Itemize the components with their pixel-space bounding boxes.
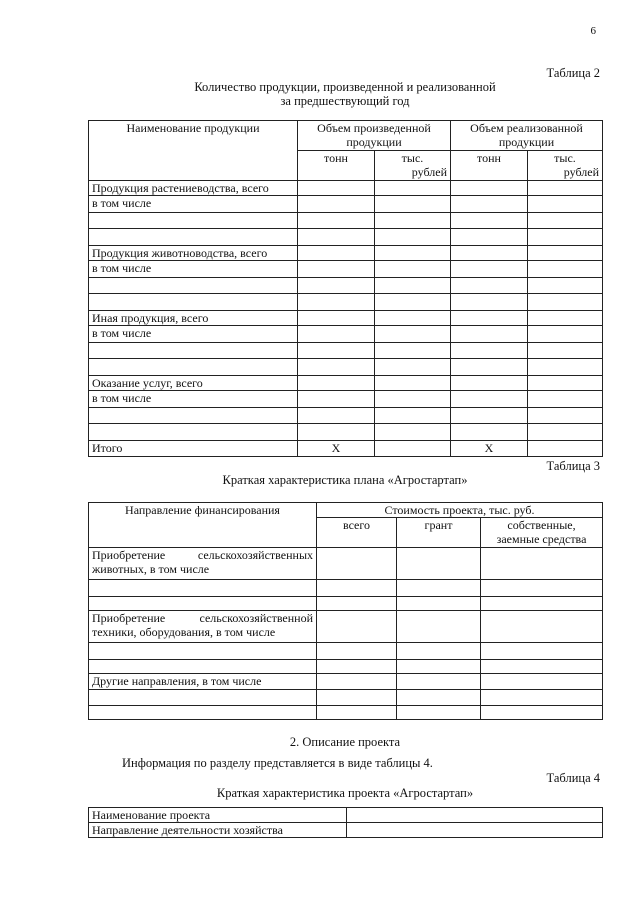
table-row [89,343,603,359]
table-2-header-sold-l1: Объем реализованной [470,121,583,135]
section-2-paragraph: Информация по разделу представляется в виде таблицы 4. [122,756,433,770]
table-cell [528,424,603,441]
table-3-row-label [89,674,317,690]
table-2-row-label: в том числе [89,196,298,213]
table-2-row-label: в том числе [89,326,298,343]
table-2-row-label [89,213,298,229]
table-row [89,213,603,229]
table-cell [298,408,375,424]
table-2-header-produced-rub-l1: тыс. [401,151,424,165]
table-row [89,376,603,391]
table-3-caption: Краткая характеристика плана «Агростартап» [222,473,468,487]
table-3-row-label [89,643,317,660]
table-2-row-label: в том числе [89,261,298,278]
table-cell [451,278,528,294]
table-cell [375,441,451,457]
table-cell [451,181,528,196]
table-cell [375,376,451,391]
table-row [89,674,603,690]
table-2-header-sold-rub-l1: тыс. [554,151,576,165]
table-cell [317,580,397,597]
table-2-total-row [89,441,603,457]
table-cell [397,643,481,660]
table-2-row-label [89,294,298,311]
table-3-row-label [89,660,317,674]
table-3-row-label-line-2: техники, оборудования, в том числе [92,625,276,639]
table-row [89,611,603,643]
table-row [89,261,603,278]
table-2-row-label: Иная продукция, всего [89,311,298,326]
section-2-title: 2. Описание проекта [289,735,401,749]
table-cell [397,597,481,611]
table-row [89,597,603,611]
table-2-label: Таблица 2 [546,66,600,80]
table-cell [298,278,375,294]
table-row [89,246,603,261]
table-cell [375,408,451,424]
table-2-row-label: Продукция животноводства, всего [89,246,298,261]
table-cell [481,611,603,643]
table-2-row-label [89,278,298,294]
table-cell [528,376,603,391]
table-row [89,278,603,294]
table-3-row-label [89,580,317,597]
table-2-row-label [89,359,298,376]
table-3-row-label-line-1: Приобретение сельскохозяйственной [92,611,313,625]
table-2 [88,120,603,457]
table-2-row-label [89,424,298,441]
table-cell [451,229,528,246]
table-4-caption: Краткая характеристика проекта «Агростартап» [216,786,474,800]
table-cell [528,343,603,359]
table-3-header-cost: Стоимость проекта, тыс. руб. [317,503,603,518]
table-4-row-value [347,823,603,838]
table-3-row-label-line-2: животных, в том числе [92,562,210,576]
table-4-row-value [347,808,603,823]
table-cell [397,690,481,706]
table-cell [451,359,528,376]
table-row [89,408,603,424]
table-2-row-label: Оказание услуг, всего [89,376,298,391]
table-row [89,311,603,326]
table-row [89,326,603,343]
table-cell [375,261,451,278]
table-cell [528,181,603,196]
table-cell [375,359,451,376]
page-number: 6 [590,25,596,37]
table-2-header-sold [451,121,603,151]
table-2-caption [0,80,640,108]
table-cell [317,706,397,720]
table-2-header-produced-rub [375,151,451,181]
table-3-header-grant: грант [397,518,481,548]
table-cell [481,548,603,580]
table-row [89,229,603,246]
table-cell [451,424,528,441]
table-2-caption-line-2: за предшествующий год [280,94,410,108]
table-cell [375,424,451,441]
table-3-row-label [89,690,317,706]
table-cell [298,359,375,376]
table-cell [317,674,397,690]
table-2-row-label: в том числе [89,391,298,408]
table-cell [375,311,451,326]
table-cell [451,343,528,359]
table-cell [451,391,528,408]
table-cell [375,278,451,294]
table-cell [298,391,375,408]
table-cell [375,294,451,311]
table-cell [528,359,603,376]
table-row [89,294,603,311]
table-cell [397,611,481,643]
table-cell [451,196,528,213]
table-cell [528,311,603,326]
table-4-row-label: Наименование проекта [89,808,347,823]
table-cell [481,580,603,597]
table-cell [298,311,375,326]
table-cell [451,213,528,229]
table-cell [451,326,528,343]
table-2-total-label: Итого [89,441,298,457]
table-row [89,643,603,660]
table-2-row-label [89,408,298,424]
table-2-header-produced [298,121,451,151]
table-cell [375,181,451,196]
table-3-row-label [89,597,317,611]
table-2-header-name: Наименование продукции [89,121,298,181]
table-row [89,690,603,706]
table-cell [481,597,603,611]
table-3 [88,502,603,720]
table-2-caption-line-1: Количество продукции, произведенной и реализованной [194,80,496,94]
table-3-header-own-l2: заемные средства [496,532,587,546]
table-3-row-label [89,611,317,643]
table-cell [298,326,375,343]
table-cell [451,261,528,278]
table-2-header-sold-tons: тонн [451,151,528,181]
table-cell [298,294,375,311]
table-cell [298,246,375,261]
table-cell [298,213,375,229]
table-3-label: Таблица 3 [546,459,600,473]
table-cell [451,311,528,326]
table-row [89,660,603,674]
table-cell [317,660,397,674]
table-cell [528,408,603,424]
table-3-header-direction: Направление финансирования [89,503,317,548]
table-cell [528,196,603,213]
table-2-total-sold-tons: X [451,441,528,457]
table-cell [528,246,603,261]
table-cell [375,326,451,343]
table-2-header-sold-rub-l2: рублей [563,165,599,179]
table-cell [451,246,528,261]
table-cell [375,229,451,246]
table-3-header-own-l1: собственные, [507,518,576,532]
table-2-row-label: Продукция растениеводства, всего [89,181,298,196]
table-row [89,196,603,213]
table-cell [481,660,603,674]
table-4-label: Таблица 4 [546,771,600,785]
table-cell [317,611,397,643]
table-cell [375,196,451,213]
table-row [89,548,603,580]
table-3-body [89,548,603,720]
table-2-body [89,181,603,441]
table-row [89,823,603,838]
table-2-header-produced-l2: продукции [346,135,402,149]
table-cell [528,391,603,408]
table-cell [528,278,603,294]
table-2-total-produced-tons: X [298,441,375,457]
table-row [89,181,603,196]
table-cell [298,261,375,278]
table-cell [298,229,375,246]
table-cell [528,261,603,278]
table-3-row-label-line-1: Приобретение сельскохозяйственных [92,548,313,562]
table-4-body [89,808,603,838]
table-2-header-sold-l2: продукции [498,135,555,149]
table-cell [451,408,528,424]
table-cell [317,548,397,580]
table-cell [397,580,481,597]
table-cell [528,229,603,246]
table-cell [375,246,451,261]
table-3-header-total: всего [317,518,397,548]
table-3-header-own [481,518,603,548]
table-cell [481,643,603,660]
table-cell [317,597,397,611]
table-4-row-label: Направление деятельности хозяйства [89,823,347,838]
table-4 [88,807,603,838]
table-2-header-produced-l1: Объем произведенной [317,121,431,135]
table-3-row-label [89,706,317,720]
table-2-header-sold-rub [528,151,603,181]
table-cell [397,674,481,690]
table-row [89,424,603,441]
table-row [89,359,603,376]
table-cell [528,294,603,311]
table-cell [528,326,603,343]
table-cell [317,690,397,706]
table-2-header-produced-rub-l2: рублей [411,165,447,179]
table-2-header-produced-tons: тонн [298,151,375,181]
table-2-row-label [89,343,298,359]
table-row [89,808,603,823]
table-cell [375,213,451,229]
table-cell [528,213,603,229]
table-cell [298,181,375,196]
table-cell [375,343,451,359]
table-row [89,580,603,597]
table-cell [397,660,481,674]
table-cell [481,706,603,720]
table-2-row-label [89,229,298,246]
table-cell [528,441,603,457]
table-cell [481,690,603,706]
table-cell [298,196,375,213]
table-cell [481,674,603,690]
table-cell [397,548,481,580]
table-cell [451,376,528,391]
table-row [89,391,603,408]
table-cell [451,294,528,311]
table-row [89,706,603,720]
table-cell [375,391,451,408]
table-cell [317,643,397,660]
table-cell [298,424,375,441]
table-cell [397,706,481,720]
table-3-row-label [89,548,317,580]
table-cell [298,343,375,359]
table-cell [298,376,375,391]
table-3-row-label-line-1: Другие направления, в том числе [92,674,262,688]
